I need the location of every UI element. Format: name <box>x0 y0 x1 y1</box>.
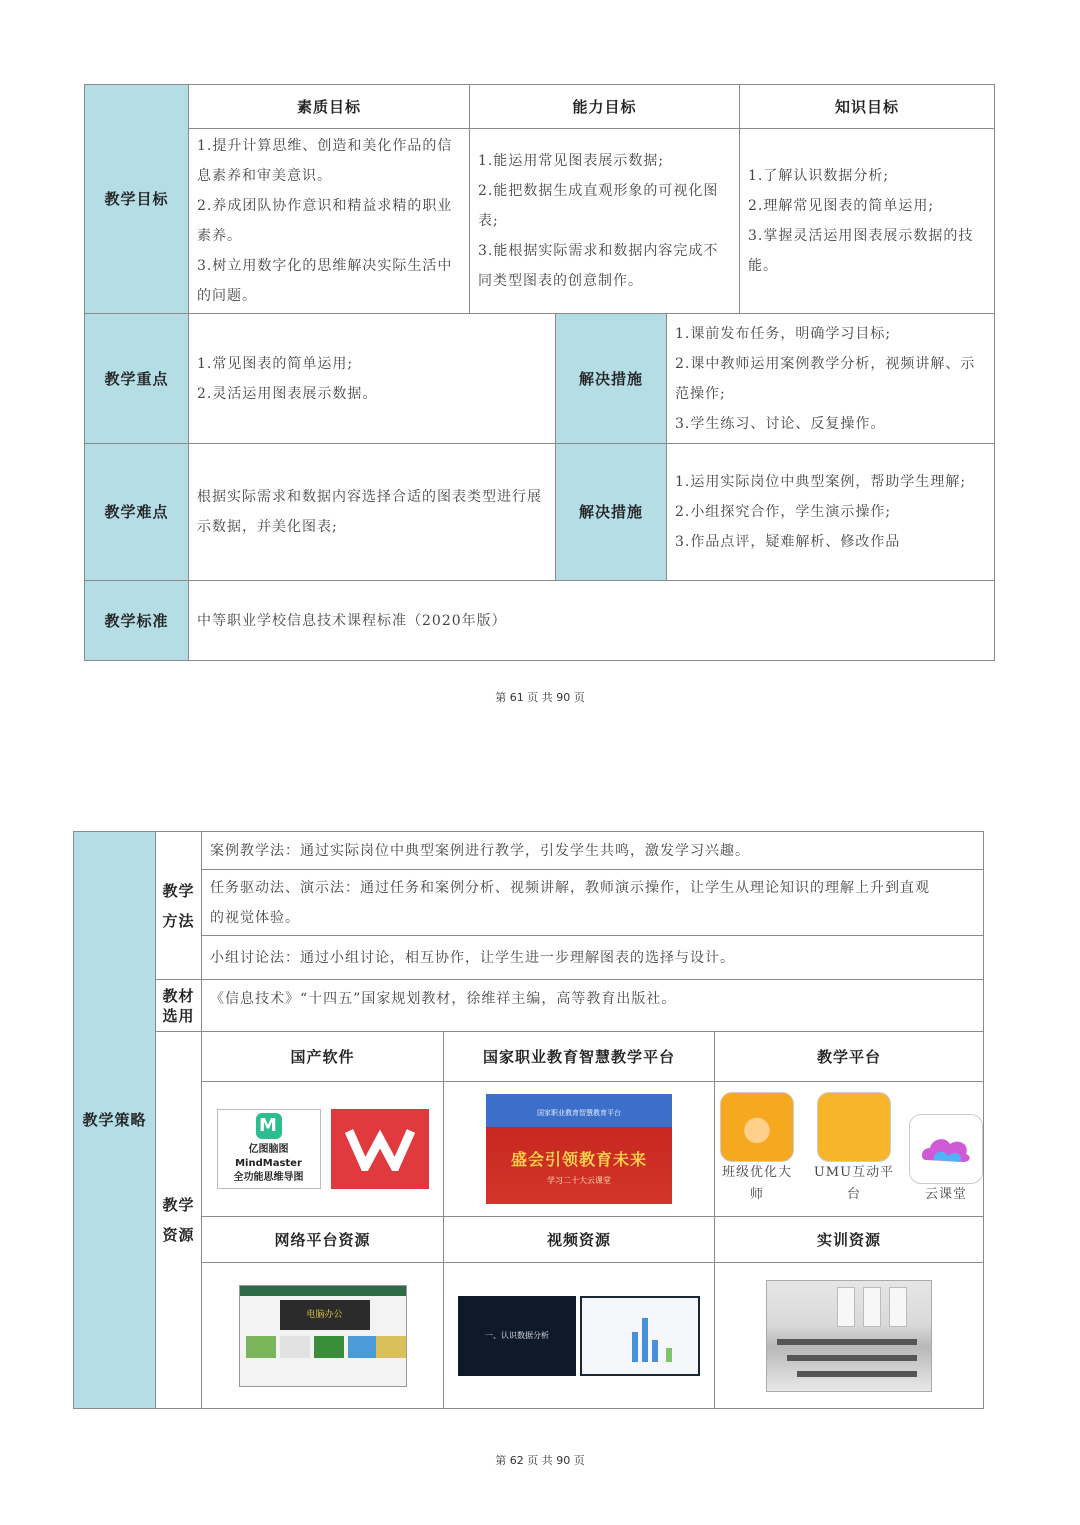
ability-goals-header: 能力目标 <box>470 85 740 129</box>
mindmaster-logo: M 亿图脑图MindMaster 全功能思维导图 <box>217 1109 321 1189</box>
video-resources-header: 视频资源 <box>444 1217 715 1263</box>
teaching-platform-apps <box>715 1082 984 1217</box>
knowledge-goals-header: 知识目标 <box>740 85 995 129</box>
domestic-software-images <box>202 1082 444 1217</box>
method-task-driven: 任务驱动法、演示法：通过任务和案例分析、视频讲解，教师演示操作，让学生从理论知识的理解上升到直观 的视觉体验。 <box>202 870 984 936</box>
standard-label: 教学标准 <box>85 581 189 661</box>
ability-goals-text: 1.能运用常见图表展示数据; 2.能把数据生成直观形象的可视化图 表; 3.能根据实际需求和数据内容完成不 同类型图表的创意制作。 <box>470 129 740 314</box>
teaching-platform-header: 教学平台 <box>715 1032 984 1082</box>
quality-goals-header: 素质目标 <box>189 85 470 129</box>
video-chart-frame <box>580 1296 700 1376</box>
page-footer-62: 第 62 页 共 90 页 <box>495 1454 585 1467</box>
key-points-measures-text: 1.课前发布任务，明确学习目标; 2.课中教师运用案例教学分析，视频讲解、示 范操作; 3.学生练习、讨论、反复操作。 <box>667 314 995 444</box>
page1-plan-table <box>84 84 995 661</box>
method-case: 案例教学法：通过实际岗位中典型案例进行教学，引发学生共鸣，激发学习兴趣。 <box>202 832 984 870</box>
strategy-label: 教学策略 <box>74 832 156 1409</box>
difficulties-text: 根据实际需求和数据内容选择合适的图表类型进行展 示数据，并美化图表; <box>189 444 556 581</box>
monkey-icon <box>720 1092 794 1162</box>
wps-logo <box>331 1109 429 1189</box>
domestic-software-header: 国产软件 <box>202 1032 444 1082</box>
textbook-label: 教材 选用 <box>156 980 202 1032</box>
training-resources-header: 实训资源 <box>715 1217 984 1263</box>
national-platform-image <box>444 1082 715 1217</box>
web-resources-header: 网络平台资源 <box>202 1217 444 1263</box>
computer-lab-photo <box>766 1280 932 1392</box>
app-umu: UMU互动平台 <box>807 1092 901 1206</box>
key-points-text: 1.常见图表的简单运用; 2.灵活运用图表展示数据。 <box>189 314 556 444</box>
video-resources-image <box>444 1263 715 1409</box>
methods-label: 教学 方法 <box>156 832 202 980</box>
website-screenshot: 电脑办公 <box>239 1285 407 1387</box>
knowledge-goals-text: 1.了解认识数据分析; 2.理解常见图表的简单运用; 3.掌握灵活运用图表展示数据的技 能。 <box>740 129 995 314</box>
difficulties-measures-text: 1.运用实际岗位中典型案例，帮助学生理解; 2.小组探究合作，学生演示操作; 3.作品点评，疑难解析、修改作品 <box>667 444 995 581</box>
difficulties-measures-label: 解决措施 <box>556 444 667 581</box>
platform-banner: 国家职业教育智慧教育平台 盛会引领教育未来 学习二十大云课堂 <box>486 1094 672 1204</box>
training-resources-image <box>715 1263 984 1409</box>
cloud-icon <box>909 1114 983 1184</box>
page2-strategy-table <box>73 831 984 1409</box>
video-intro-frame: 一、认识数据分析 <box>458 1296 576 1376</box>
standard-text: 中等职业学校信息技术课程标准（2020年版） <box>189 581 995 661</box>
quality-goals-text: 1.提升计算思维、创造和美化作品的信 息素养和审美意识。 2.养成团队协作意识和精益求精的职业 素养。 3.树立用数字化的思维解决实际生活中 的问题。 <box>189 129 470 314</box>
key-points-measures-label: 解决措施 <box>556 314 667 444</box>
method-group-discussion: 小组讨论法：通过小组讨论，相互协作，让学生进一步理解图表的选择与设计。 <box>202 936 984 980</box>
page-footer-61: 第 61 页 共 90 页 <box>495 691 585 704</box>
resources-label: 教学 资源 <box>156 1032 202 1409</box>
app-cloud-class: 云课堂 <box>909 1114 983 1206</box>
app-classdojo: 班级优化大师 <box>715 1092 799 1206</box>
wps-w-icon <box>345 1127 415 1171</box>
giraffe-icon <box>817 1092 891 1162</box>
difficulties-label: 教学难点 <box>85 444 189 581</box>
mindmaster-icon: M <box>256 1113 282 1139</box>
goals-label: 教学目标 <box>85 85 189 314</box>
national-platform-header: 国家职业教育智慧教学平台 <box>444 1032 715 1082</box>
web-resources-image <box>202 1263 444 1409</box>
textbook-text: 《信息技术》“十四五”国家规划教材，徐维祥主编，高等教育出版社。 <box>202 980 984 1032</box>
key-points-label: 教学重点 <box>85 314 189 444</box>
